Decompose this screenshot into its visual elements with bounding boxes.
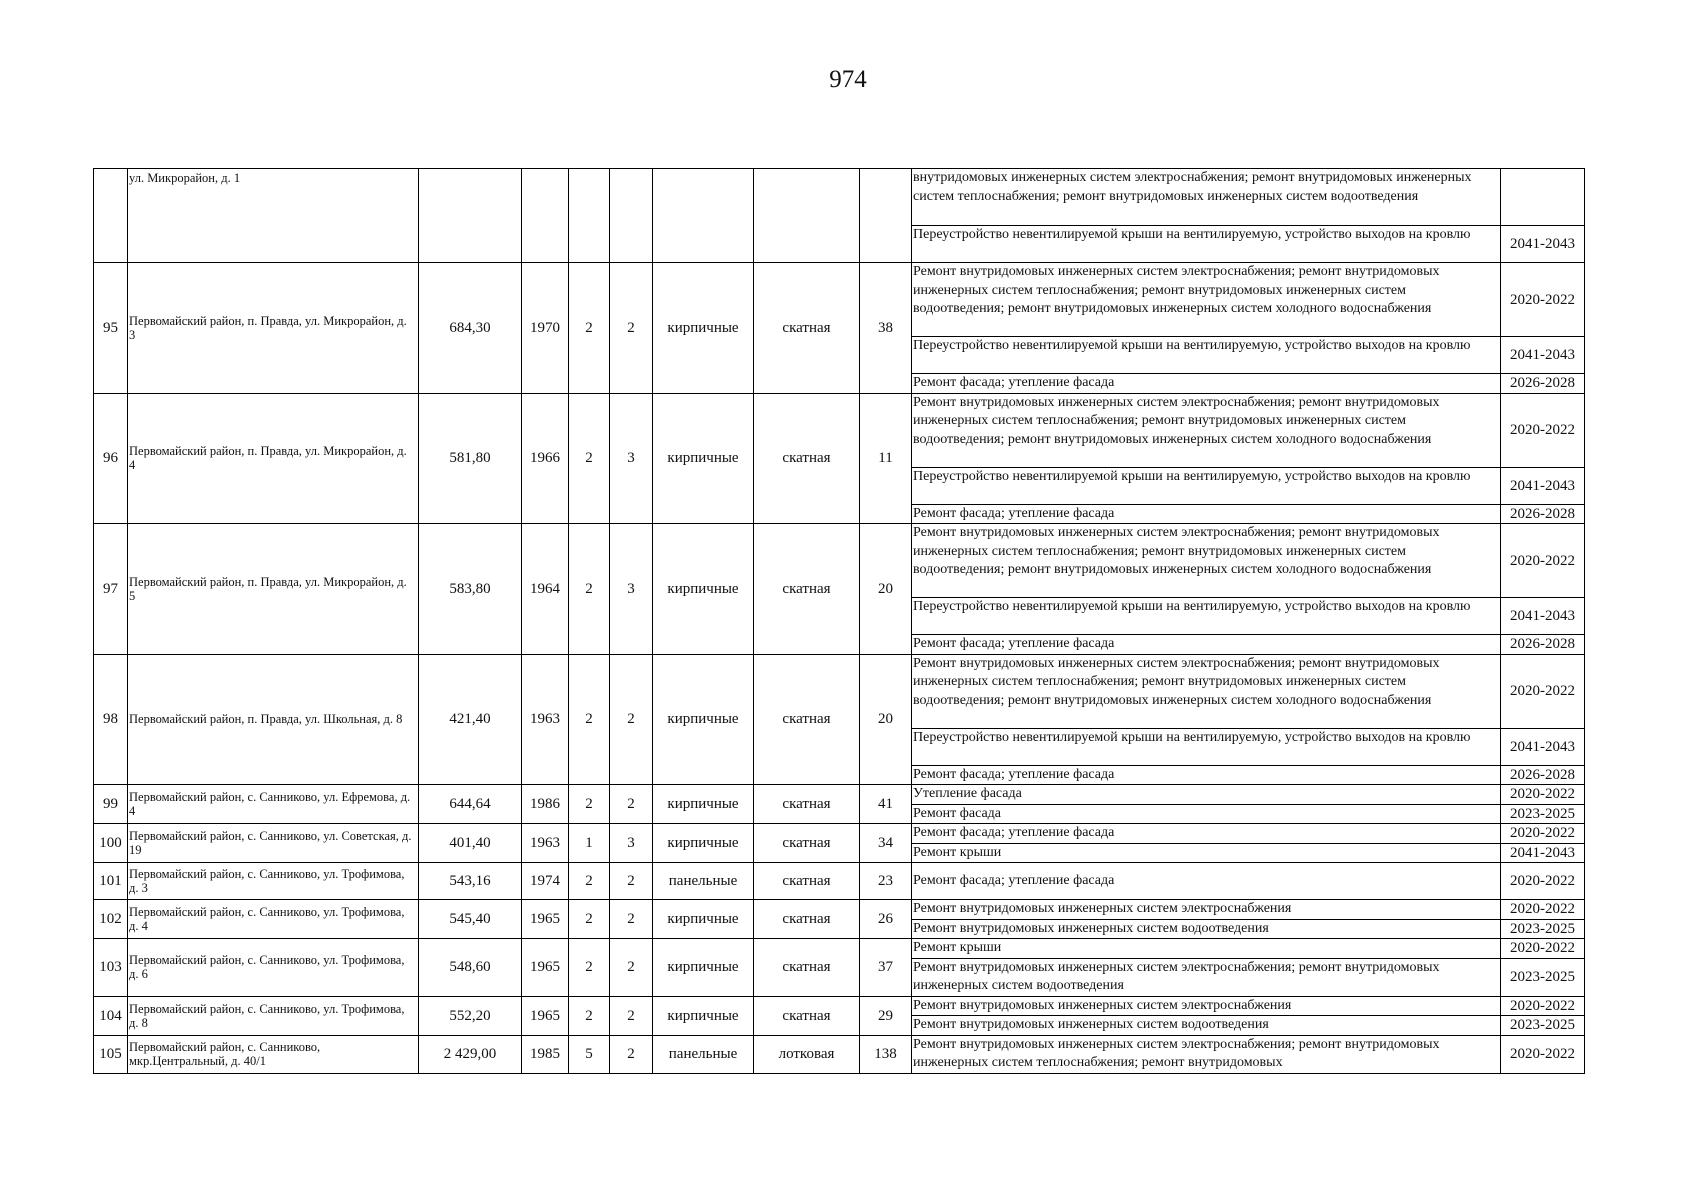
work-description-cell: Переустройство невентилируемой крыши на вентилируемую, устройство выходов на кровлю [912, 337, 1501, 374]
table-row [94, 524, 1585, 598]
wall-material-cell: кирпичные [653, 900, 754, 939]
roof-type-cell: скатная [754, 524, 860, 655]
floors-cell: 2 [569, 939, 610, 997]
roof-type-cell: скатная [754, 900, 860, 939]
row-number-cell: 98 [94, 654, 128, 785]
year-cell: 1963 [522, 824, 569, 863]
roof-type-cell: скатная [754, 785, 860, 824]
address-cell: ул. Микрорайон, д. 1 [128, 169, 419, 263]
period-cell: 2023-2025 [1501, 804, 1585, 824]
row-number-cell: 100 [94, 824, 128, 863]
wall-material-cell: кирпичные [653, 785, 754, 824]
wall-material-cell: кирпичные [653, 996, 754, 1035]
area-cell: 548,60 [419, 939, 522, 997]
area-cell: 684,30 [419, 263, 522, 394]
table-row [94, 654, 1585, 728]
period-cell: 2020-2022 [1501, 900, 1585, 920]
year-cell: 1964 [522, 524, 569, 655]
residents-cell: 26 [860, 900, 912, 939]
residents-cell: 29 [860, 996, 912, 1035]
area-cell: 552,20 [419, 996, 522, 1035]
table-row [94, 169, 1585, 226]
work-description-cell: Ремонт внутридомовых инженерных систем электроснабжения; ремонт внутридомовых инженерных систем теплоснабжения; ремонт внутридомовых инженерных систем водоотведения; ремонт внутридомовых инженерных систем холодного водоснабжения [912, 654, 1501, 728]
work-description-cell: Ремонт внутридомовых инженерных систем электроснабжения; ремонт внутридомовых инженерных систем водоотведения [912, 958, 1501, 996]
table-row [94, 939, 1585, 959]
floors-cell: 2 [569, 863, 610, 900]
entrances-cell [610, 169, 653, 263]
residents-cell: 38 [860, 263, 912, 394]
row-number-cell: 101 [94, 863, 128, 900]
wall-material-cell: кирпичные [653, 263, 754, 394]
period-cell: 2020-2022 [1501, 863, 1585, 900]
roof-type-cell: скатная [754, 263, 860, 394]
period-cell: 2041-2043 [1501, 467, 1585, 504]
period-cell: 2023-2025 [1501, 1016, 1585, 1036]
period-cell: 2020-2022 [1501, 654, 1585, 728]
work-description-cell: Переустройство невентилируемой крыши на вентилируемую, устройство выходов на кровлю [912, 226, 1501, 263]
work-description-cell: Ремонт внутридомовых инженерных систем электроснабжения [912, 900, 1501, 920]
wall-material-cell: кирпичные [653, 654, 754, 785]
table-row [94, 900, 1585, 920]
work-description-cell: Ремонт фасада; утепление фасада [912, 824, 1501, 844]
floors-cell: 2 [569, 524, 610, 655]
roof-type-cell: лотковая [754, 1035, 860, 1073]
entrances-cell: 2 [610, 1035, 653, 1073]
period-cell: 2026-2028 [1501, 374, 1585, 394]
residents-cell: 37 [860, 939, 912, 997]
year-cell: 1966 [522, 393, 569, 524]
floors-cell: 2 [569, 654, 610, 785]
year-cell: 1970 [522, 263, 569, 394]
year-cell: 1974 [522, 863, 569, 900]
period-cell: 2020-2022 [1501, 1035, 1585, 1073]
year-cell: 1985 [522, 1035, 569, 1073]
table-row [94, 1035, 1585, 1073]
row-number-cell: 99 [94, 785, 128, 824]
area-cell: 2 429,00 [419, 1035, 522, 1073]
wall-material-cell [653, 169, 754, 263]
row-number-cell: 104 [94, 996, 128, 1035]
residents-cell: 34 [860, 824, 912, 863]
period-cell: 2041-2043 [1501, 337, 1585, 374]
residents-cell [860, 169, 912, 263]
wall-material-cell: кирпичные [653, 824, 754, 863]
work-description-cell: Ремонт внутридомовых инженерных систем водоотведения [912, 919, 1501, 939]
roof-type-cell [754, 169, 860, 263]
area-cell [419, 169, 522, 263]
roof-type-cell: скатная [754, 393, 860, 524]
roof-type-cell: скатная [754, 824, 860, 863]
floors-cell: 2 [569, 900, 610, 939]
entrances-cell: 2 [610, 263, 653, 394]
residents-cell: 41 [860, 785, 912, 824]
work-description-cell: Ремонт крыши [912, 843, 1501, 863]
work-description-cell: Ремонт фасада; утепление фасада [912, 374, 1501, 394]
table-row [94, 863, 1585, 900]
work-description-cell: Переустройство невентилируемой крыши на вентилируемую, устройство выходов на кровлю [912, 598, 1501, 635]
address-cell: Первомайский район, с. Санниково, ул. Трофимова, д. 8 [128, 996, 419, 1035]
work-description-cell: Ремонт фасада [912, 804, 1501, 824]
address-cell: Первомайский район, с. Санниково, мкр.Центральный, д. 40/1 [128, 1035, 419, 1073]
floors-cell: 2 [569, 393, 610, 524]
address-cell: Первомайский район, п. Правда, ул. Микрорайон, д. 4 [128, 393, 419, 524]
table-row [94, 393, 1585, 467]
work-description-cell: Утепление фасада [912, 785, 1501, 805]
work-description-cell: Переустройство невентилируемой крыши на вентилируемую, устройство выходов на кровлю [912, 728, 1501, 765]
area-cell: 583,80 [419, 524, 522, 655]
wall-material-cell: кирпичные [653, 939, 754, 997]
work-description-cell: Ремонт внутридомовых инженерных систем электроснабжения; ремонт внутридомовых инженерных систем теплоснабжения; ремонт внутридомовых инженерных систем водоотведения; ремонт внутридомовых инженерных систем холодного водоснабжения [912, 393, 1501, 467]
period-cell: 2026-2028 [1501, 504, 1585, 524]
floors-cell: 2 [569, 263, 610, 394]
work-description-cell: Ремонт фасада; утепление фасада [912, 635, 1501, 655]
work-description-cell: Переустройство невентилируемой крыши на вентилируемую, устройство выходов на кровлю [912, 467, 1501, 504]
year-cell: 1965 [522, 900, 569, 939]
entrances-cell: 2 [610, 996, 653, 1035]
housing-repair-table [93, 168, 1585, 1074]
floors-cell: 2 [569, 996, 610, 1035]
area-cell: 421,40 [419, 654, 522, 785]
page-number: 974 [829, 66, 867, 93]
work-description-cell: Ремонт внутридомовых инженерных систем электроснабжения; ремонт внутридомовых инженерных систем теплоснабжения; ремонт внутридомовых инженерных систем водоотведения; ремонт внутридомовых инженерных систем холодного водоснабжения [912, 263, 1501, 337]
entrances-cell: 2 [610, 785, 653, 824]
table-row [94, 996, 1585, 1016]
address-cell: Первомайский район, п. Правда, ул. Микрорайон, д. 5 [128, 524, 419, 655]
residents-cell: 20 [860, 654, 912, 785]
residents-cell: 138 [860, 1035, 912, 1073]
entrances-cell: 3 [610, 524, 653, 655]
address-cell: Первомайский район, с. Санниково, ул. Трофимова, д. 4 [128, 900, 419, 939]
wall-material-cell: панельные [653, 1035, 754, 1073]
row-number-cell: 103 [94, 939, 128, 997]
address-cell: Первомайский район, п. Правда, ул. Школьная, д. 8 [128, 654, 419, 785]
work-description-cell: Ремонт внутридомовых инженерных систем электроснабжения; ремонт внутридомовых инженерных систем теплоснабжения; ремонт внутридомовых [912, 1035, 1501, 1073]
work-description-cell: Ремонт фасада; утепление фасада [912, 863, 1501, 900]
period-cell: 2020-2022 [1501, 393, 1585, 467]
year-cell: 1963 [522, 654, 569, 785]
floors-cell: 1 [569, 824, 610, 863]
period-cell: 2020-2022 [1501, 996, 1585, 1016]
work-description-cell: Ремонт крыши [912, 939, 1501, 959]
entrances-cell: 2 [610, 654, 653, 785]
address-cell: Первомайский район, с. Санниково, ул. Трофимова, д. 6 [128, 939, 419, 997]
period-cell: 2020-2022 [1501, 939, 1585, 959]
entrances-cell: 3 [610, 824, 653, 863]
wall-material-cell: кирпичные [653, 393, 754, 524]
roof-type-cell: скатная [754, 996, 860, 1035]
period-cell: 2041-2043 [1501, 728, 1585, 765]
period-cell [1501, 169, 1585, 226]
period-cell: 2020-2022 [1501, 524, 1585, 598]
row-number-cell [94, 169, 128, 263]
work-description-cell: Ремонт фасада; утепление фасада [912, 504, 1501, 524]
table-row [94, 263, 1585, 337]
row-number-cell: 102 [94, 900, 128, 939]
entrances-cell: 3 [610, 393, 653, 524]
period-cell: 2026-2028 [1501, 765, 1585, 785]
work-description-cell: Ремонт внутридомовых инженерных систем электроснабжения; ремонт внутридомовых инженерных систем теплоснабжения; ремонт внутридомовых инженерных систем водоотведения; ремонт внутридомовых инженерных систем холодного водоснабжения [912, 524, 1501, 598]
row-number-cell: 96 [94, 393, 128, 524]
period-cell: 2041-2043 [1501, 226, 1585, 263]
floors-cell: 2 [569, 785, 610, 824]
table-row [94, 785, 1585, 805]
residents-cell: 23 [860, 863, 912, 900]
year-cell [522, 169, 569, 263]
period-cell: 2020-2022 [1501, 785, 1585, 805]
work-description-cell: Ремонт фасада; утепление фасада [912, 765, 1501, 785]
floors-cell: 5 [569, 1035, 610, 1073]
work-description-cell: внутридомовых инженерных систем электроснабжения; ремонт внутридомовых инженерных систем теплоснабжения; ремонт внутридомовых инженерных систем водоотведения [912, 169, 1501, 226]
year-cell: 1965 [522, 996, 569, 1035]
area-cell: 401,40 [419, 824, 522, 863]
period-cell: 2041-2043 [1501, 843, 1585, 863]
roof-type-cell: скатная [754, 863, 860, 900]
roof-type-cell: скатная [754, 939, 860, 997]
address-cell: Первомайский район, с. Санниково, ул. Трофимова, д. 3 [128, 863, 419, 900]
entrances-cell: 2 [610, 900, 653, 939]
residents-cell: 20 [860, 524, 912, 655]
period-cell: 2041-2043 [1501, 598, 1585, 635]
entrances-cell: 2 [610, 939, 653, 997]
area-cell: 545,40 [419, 900, 522, 939]
residents-cell: 11 [860, 393, 912, 524]
period-cell: 2020-2022 [1501, 824, 1585, 844]
floors-cell [569, 169, 610, 263]
wall-material-cell: кирпичные [653, 524, 754, 655]
year-cell: 1965 [522, 939, 569, 997]
area-cell: 581,80 [419, 393, 522, 524]
address-cell: Первомайский район, с. Санниково, ул. Советская, д. 19 [128, 824, 419, 863]
area-cell: 644,64 [419, 785, 522, 824]
area-cell: 543,16 [419, 863, 522, 900]
year-cell: 1986 [522, 785, 569, 824]
period-cell: 2023-2025 [1501, 958, 1585, 996]
roof-type-cell: скатная [754, 654, 860, 785]
table-row [94, 824, 1585, 844]
address-cell: Первомайский район, п. Правда, ул. Микрорайон, д. 3 [128, 263, 419, 394]
entrances-cell: 2 [610, 863, 653, 900]
row-number-cell: 95 [94, 263, 128, 394]
period-cell: 2023-2025 [1501, 919, 1585, 939]
row-number-cell: 97 [94, 524, 128, 655]
period-cell: 2020-2022 [1501, 263, 1585, 337]
work-description-cell: Ремонт внутридомовых инженерных систем электроснабжения [912, 996, 1501, 1016]
row-number-cell: 105 [94, 1035, 128, 1073]
wall-material-cell: панельные [653, 863, 754, 900]
address-cell: Первомайский район, с. Санниково, ул. Ефремова, д. 4 [128, 785, 419, 824]
work-description-cell: Ремонт внутридомовых инженерных систем водоотведения [912, 1016, 1501, 1036]
period-cell: 2026-2028 [1501, 635, 1585, 655]
